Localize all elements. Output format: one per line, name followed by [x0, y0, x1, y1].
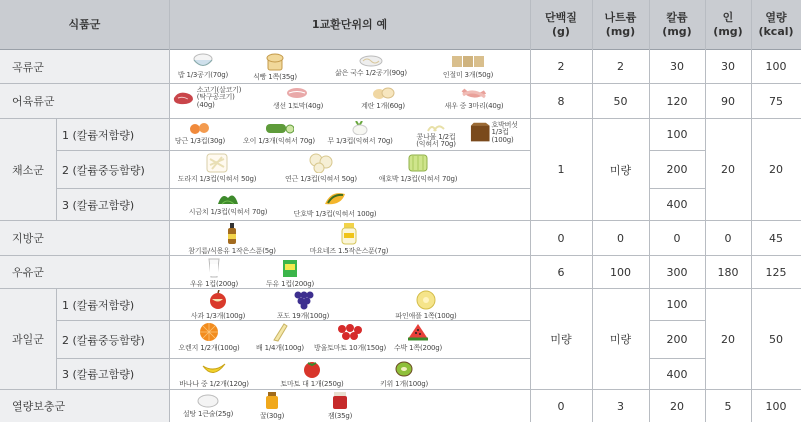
veg-potassium-1: 100 — [649, 119, 705, 150]
food-rice — [172, 53, 234, 80]
food-label: 연근 1/3컵(익혀서 50g) — [285, 175, 357, 183]
fruit-potassium-1: 100 — [649, 289, 705, 320]
veg-phosphorus: 20 — [705, 119, 751, 220]
grid-line — [0, 255, 801, 256]
grid-line — [530, 0, 531, 422]
fruit-sub-1: 1 (칼륨저함량) — [56, 289, 169, 320]
group-milk: 우유군 — [0, 256, 169, 288]
header-phosphorus: 인 (mg) — [705, 0, 751, 49]
grid-line — [56, 358, 530, 359]
food-oil — [176, 223, 288, 256]
fruit-sodium: 미량 — [592, 289, 649, 389]
mushroom-icon — [470, 122, 490, 144]
bread-icon — [266, 53, 284, 71]
grid-line — [56, 288, 57, 389]
food-fish — [268, 86, 328, 111]
veg-sub-3: 3 (칼륨고함량) — [56, 189, 169, 220]
food-label: 사과 1/3개(100g) — [190, 312, 246, 320]
soymilk-icon — [281, 258, 299, 278]
header-protein: 단백질 (g) — [530, 0, 592, 49]
food-bean-sprout — [410, 121, 462, 149]
header-food-group: 식품군 — [0, 0, 169, 49]
sugar-sodium: 3 — [592, 390, 649, 422]
food-label: 새우 중 3마리(40g) — [444, 102, 504, 110]
sugar-icon — [196, 392, 220, 408]
food-grape — [274, 290, 332, 321]
grape-icon — [292, 290, 314, 310]
sugar-protein: 0 — [530, 390, 592, 422]
grid-line — [705, 0, 706, 422]
food-shrimp — [440, 86, 508, 111]
food-label: 시금치 1/3컵(익혀서 70g) — [188, 208, 268, 216]
lotus-root-icon — [309, 153, 333, 173]
food-label: 삶은 국수 1/2공기(90g) — [335, 69, 407, 77]
header-energy: 열량 (kcal) — [751, 0, 801, 49]
grid-line — [56, 118, 57, 220]
fruit-sub-3: 3 (칼륨고함량) — [56, 359, 169, 389]
food-label: 오이 1/3개(익혀서 70g) — [243, 137, 315, 145]
grid-line — [649, 0, 650, 422]
veg-sub-1: 1 (칼륨저함량) — [56, 119, 169, 150]
food-label: 배 1/4개(100g) — [256, 344, 304, 352]
grid-line — [649, 320, 705, 321]
food-label: 수박 1쪽(200g) — [393, 344, 443, 352]
food-banana — [180, 360, 248, 389]
sugar-energy: 100 — [751, 390, 801, 422]
pineapple-icon — [415, 290, 437, 310]
food-label: 애호박 1/3컵(익혀서 70g) — [378, 175, 458, 183]
fruit-phosphorus: 20 — [705, 289, 751, 389]
veg-potassium-3: 400 — [649, 189, 705, 220]
food-label: 포도 19개(100g) — [276, 312, 330, 320]
pear-icon — [270, 322, 290, 342]
sugar-potassium: 20 — [649, 390, 705, 422]
food-label: 오렌지 1/2개(100g) — [178, 344, 240, 352]
meat-energy: 75 — [751, 84, 801, 118]
grid-line — [0, 389, 801, 390]
grid-line — [0, 118, 801, 119]
fat-protein: 0 — [530, 221, 592, 255]
rice-bowl-icon — [192, 53, 214, 69]
apple-icon — [207, 290, 229, 310]
rice-cake-icon — [451, 53, 485, 69]
food-noodle — [330, 53, 412, 78]
group-grain: 곡류군 — [0, 50, 169, 83]
milk-potassium: 300 — [649, 256, 705, 288]
watermelon-icon — [406, 322, 430, 342]
fat-energy: 45 — [751, 221, 801, 255]
grid-line — [751, 0, 752, 422]
group-fruit: 과일군 — [0, 289, 56, 389]
food-egg — [355, 86, 411, 111]
food-milk — [186, 258, 242, 289]
food-label: 설탕 1큰술(25g) — [182, 410, 234, 418]
veg-energy: 20 — [751, 119, 801, 220]
food-apple — [190, 290, 246, 321]
fish-icon — [286, 86, 310, 100]
grid-line — [56, 188, 530, 189]
grid-line — [0, 220, 801, 221]
food-pumpkin — [290, 190, 380, 219]
grain-sodium: 2 — [592, 50, 649, 83]
food-jam — [322, 392, 358, 421]
header-sodium: 나트륨 (mg) — [592, 0, 649, 49]
grid-line — [0, 49, 801, 50]
food-carrot — [172, 121, 228, 146]
banana-icon — [201, 360, 227, 378]
grain-phosphorus: 30 — [705, 50, 751, 83]
bellflower-root-icon — [206, 153, 228, 173]
food-orange — [180, 322, 238, 353]
cucumber-icon — [264, 121, 294, 135]
group-meat: 어육류군 — [0, 84, 169, 118]
food-beef — [172, 86, 252, 109]
food-label: 호박버섯 1/3컵(100g) — [491, 121, 518, 144]
fruit-sub-2: 2 (칼륨중등함량) — [56, 321, 169, 358]
grid-line — [592, 0, 593, 422]
food-label: 토마토 대 1개(250g) — [280, 380, 344, 388]
carrot-icon — [189, 121, 211, 135]
food-cucumber — [236, 121, 322, 146]
food-label: 생선 1토막(40g) — [272, 102, 324, 110]
fruit-potassium-2: 200 — [649, 321, 705, 358]
fat-potassium: 0 — [649, 221, 705, 255]
food-label: 식빵 1쪽(35g) — [253, 73, 297, 81]
food-sugar — [182, 392, 234, 419]
jam-icon — [331, 392, 349, 410]
shrimp-icon — [461, 86, 487, 100]
bean-sprout-icon — [426, 121, 446, 133]
food-zucchini — [370, 153, 466, 184]
pumpkin-icon — [323, 190, 347, 208]
grid-line — [56, 150, 530, 151]
tomato-icon — [300, 360, 324, 378]
grain-energy: 100 — [751, 50, 801, 83]
zucchini-icon — [407, 153, 429, 173]
veg-protein: 1 — [530, 119, 592, 220]
oil-bottle-icon — [225, 223, 239, 245]
food-lotus-root — [280, 153, 362, 184]
grid-line — [169, 0, 170, 422]
spinach-icon — [216, 190, 240, 206]
food-watermelon — [388, 322, 448, 353]
group-fat: 지방군 — [0, 221, 169, 255]
food-radish — [322, 121, 398, 146]
kiwi-icon — [394, 360, 414, 378]
meat-potassium: 120 — [649, 84, 705, 118]
food-label: 우유 1컵(200g) — [189, 280, 239, 288]
food-label: 마요네즈 1.5작은스푼(7g) — [309, 247, 389, 255]
food-pear — [252, 322, 308, 353]
food-label: 무 1/3컵(익혀서 70g) — [327, 137, 393, 145]
food-label: 계란 1개(60g) — [361, 102, 405, 110]
food-bellflower-root — [172, 153, 262, 184]
egg-icon — [371, 86, 395, 100]
milk-protein: 6 — [530, 256, 592, 288]
grain-potassium: 30 — [649, 50, 705, 83]
food-label: 단호박 1/3컵(익혀서 100g) — [293, 210, 377, 218]
veg-sub-2: 2 (칼륨중등함량) — [56, 151, 169, 188]
food-label: 밥 1/3공기(70g) — [177, 71, 229, 79]
honey-icon — [264, 392, 280, 410]
food-label: 인절미 3개(50g) — [442, 71, 494, 79]
veg-potassium-2: 200 — [649, 151, 705, 188]
meat-sodium: 50 — [592, 84, 649, 118]
meat-protein: 8 — [530, 84, 592, 118]
grid-line — [0, 83, 801, 84]
food-label: 당근 1/3컵(30g) — [174, 137, 226, 145]
fruit-potassium-3: 400 — [649, 359, 705, 389]
fat-phosphorus: 0 — [705, 221, 751, 255]
milk-energy: 125 — [751, 256, 801, 288]
grid-line — [649, 150, 705, 151]
orange-icon — [198, 322, 220, 342]
header-potassium: 칼륨 (mg) — [649, 0, 705, 49]
grid-line — [649, 358, 705, 359]
food-label: 바나나 중 1/2개(120g) — [179, 380, 249, 388]
food-label: 키위 1개(100g) — [379, 380, 429, 388]
food-honey — [254, 392, 290, 421]
food-mayonnaise — [300, 223, 398, 256]
food-label: 도라지 1/3컵(익혀서 50g) — [177, 175, 257, 183]
food-label: 소고기(살코기) (탁구공크기)(40g) — [196, 86, 242, 109]
veg-sodium: 미량 — [592, 119, 649, 220]
food-rice-cake — [432, 53, 504, 80]
radish-icon — [350, 121, 370, 135]
fruit-protein: 미량 — [530, 289, 592, 389]
fruit-energy: 50 — [751, 289, 801, 389]
food-kiwi — [370, 360, 438, 389]
food-spinach — [178, 190, 278, 217]
food-bread — [250, 53, 300, 82]
food-cherry-tomato — [314, 322, 386, 353]
food-mushroom — [470, 121, 528, 144]
grain-protein: 2 — [530, 50, 592, 83]
food-label: 파인애플 1쪽(100g) — [395, 312, 457, 320]
food-label: 잼(35g) — [327, 412, 353, 420]
food-label: 꿀(30g) — [259, 412, 285, 420]
beef-icon — [172, 90, 196, 106]
group-veg: 채소군 — [0, 119, 56, 220]
food-tomato — [268, 360, 356, 389]
food-label: 두유 1컵(200g) — [265, 280, 315, 288]
header-example: 1교환단위의 예 — [169, 0, 530, 49]
cherry-tomato-icon — [337, 322, 363, 342]
food-label: 방울토마토 10개(150g) — [314, 344, 386, 352]
food-pineapple — [383, 290, 469, 321]
milk-icon — [206, 258, 222, 278]
grid-line — [0, 288, 801, 289]
sugar-phosphorus: 5 — [705, 390, 751, 422]
group-sugar: 열량보충군 — [0, 390, 169, 422]
food-label: 참기름/식용유 1작은스푼(5g) — [188, 247, 276, 255]
noodle-icon — [359, 53, 383, 67]
grid-line — [649, 188, 705, 189]
food-label: 콩나물 1/2컵 (익혀서 70g) — [416, 133, 456, 149]
mayonnaise-icon — [341, 223, 357, 245]
food-soymilk — [262, 258, 318, 289]
fat-sodium: 0 — [592, 221, 649, 255]
milk-sodium: 100 — [592, 256, 649, 288]
meat-phosphorus: 90 — [705, 84, 751, 118]
milk-phosphorus: 180 — [705, 256, 751, 288]
